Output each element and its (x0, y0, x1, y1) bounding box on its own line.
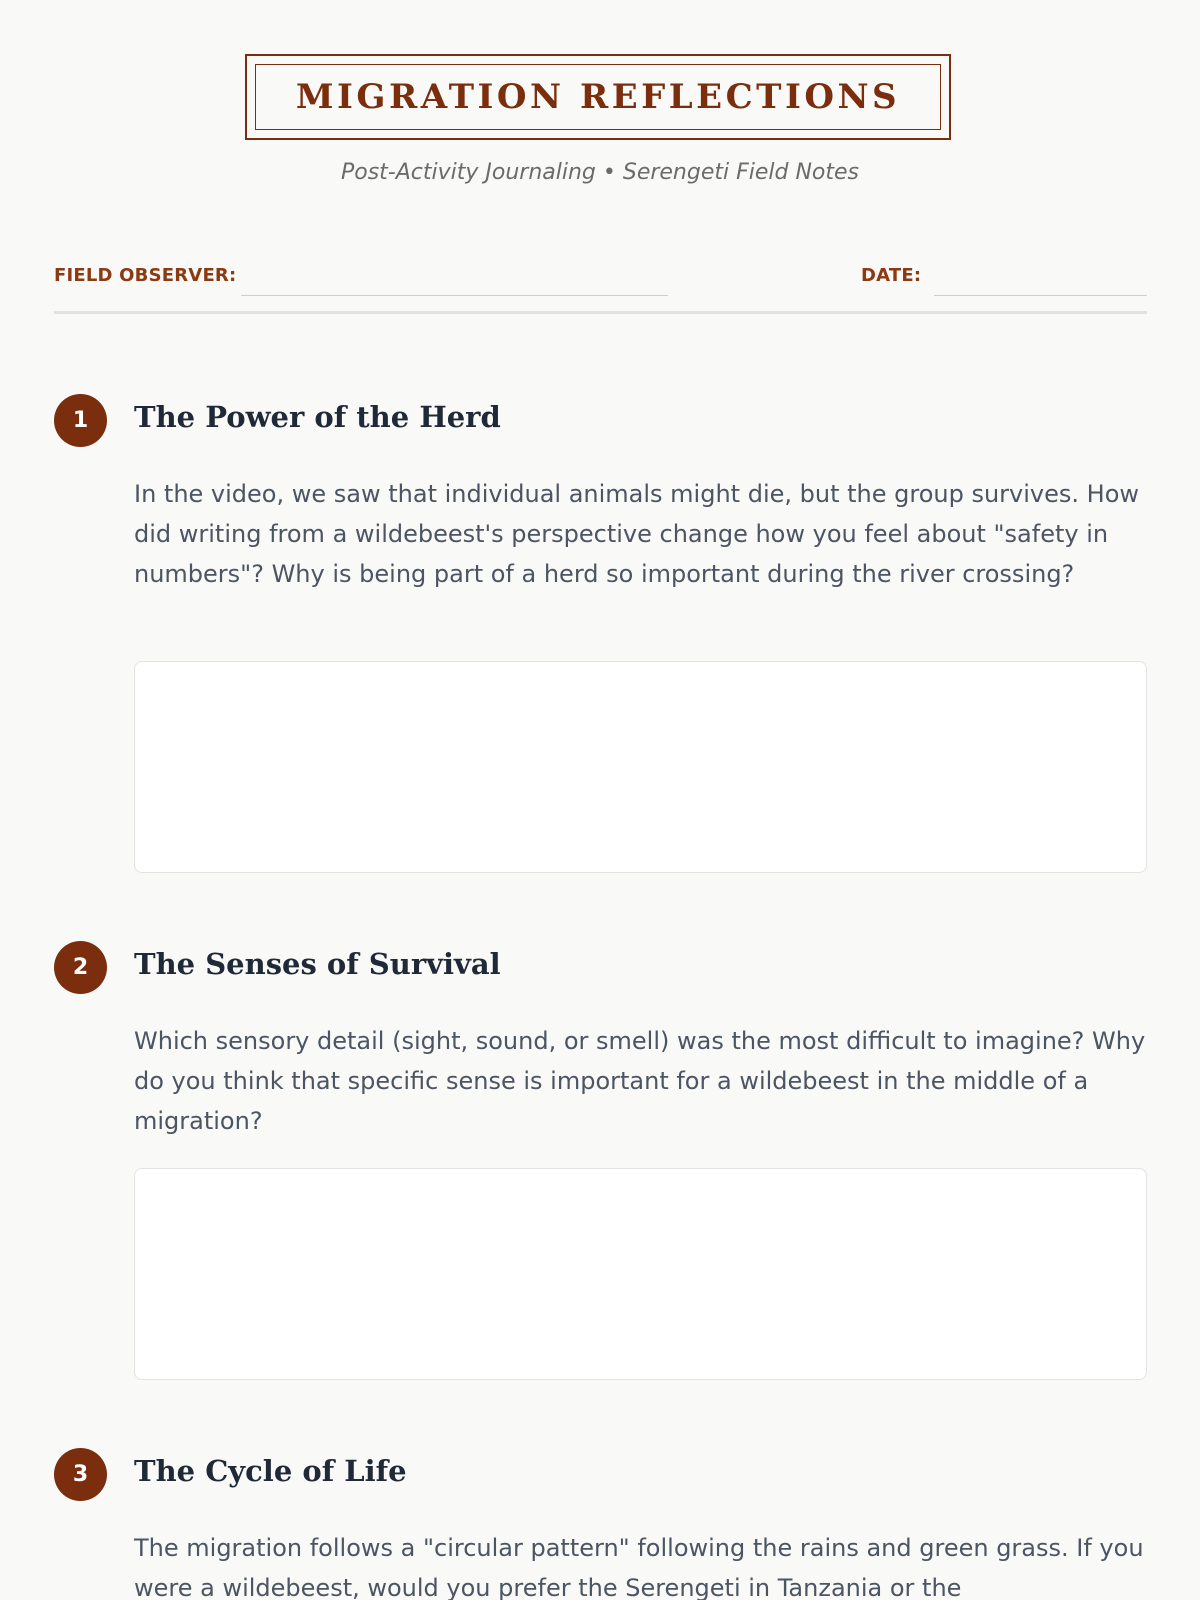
field-observer-label: FIELD OBSERVER: (54, 265, 237, 286)
question-prompt: In the video, we saw that individual animals might die, but the group survives. How did writing from a wildebeest's perspective change how you feel about "safety in numbers"? Why is being part of a herd so important during the river crossing? (134, 480, 1140, 588)
question-number-badge: 1 (54, 394, 107, 447)
page-title: MIGRATION REFLECTIONS (295, 77, 901, 117)
question-title: The Power of the Herd (134, 400, 501, 434)
question-1 (54, 394, 1147, 874)
question-number-badge: 2 (54, 941, 107, 994)
observer-date-row (54, 260, 1147, 296)
question-title: The Senses of Survival (134, 947, 501, 981)
date-label: DATE: (861, 265, 922, 286)
date-input-line[interactable] (934, 295, 1147, 296)
question-title: The Cycle of Life (134, 1454, 407, 1488)
page-subtitle: Post-Activity Journaling • Serengeti Field Notes (340, 160, 860, 185)
question-3 (54, 1448, 1147, 1600)
question-prompt: Which sensory detail (sight, sound, or smell) was the most difficult to imagine? Why do you think that specific sense is important for a wildebeest in the middle of a migration? (134, 1027, 1146, 1135)
answer-box[interactable] (134, 661, 1147, 873)
header-divider (54, 311, 1147, 314)
question-prompt: The migration follows a "circular pattern" following the rains and green grass. If you were a wildebeest, would you prefer the Serengeti in Tanzania or the (134, 1534, 1144, 1600)
question-2 (54, 941, 1147, 1381)
question-number-badge: 3 (54, 1448, 107, 1501)
title-frame-inner (255, 64, 941, 130)
field-observer-input-line[interactable] (241, 295, 668, 296)
answer-box[interactable] (134, 1168, 1147, 1380)
